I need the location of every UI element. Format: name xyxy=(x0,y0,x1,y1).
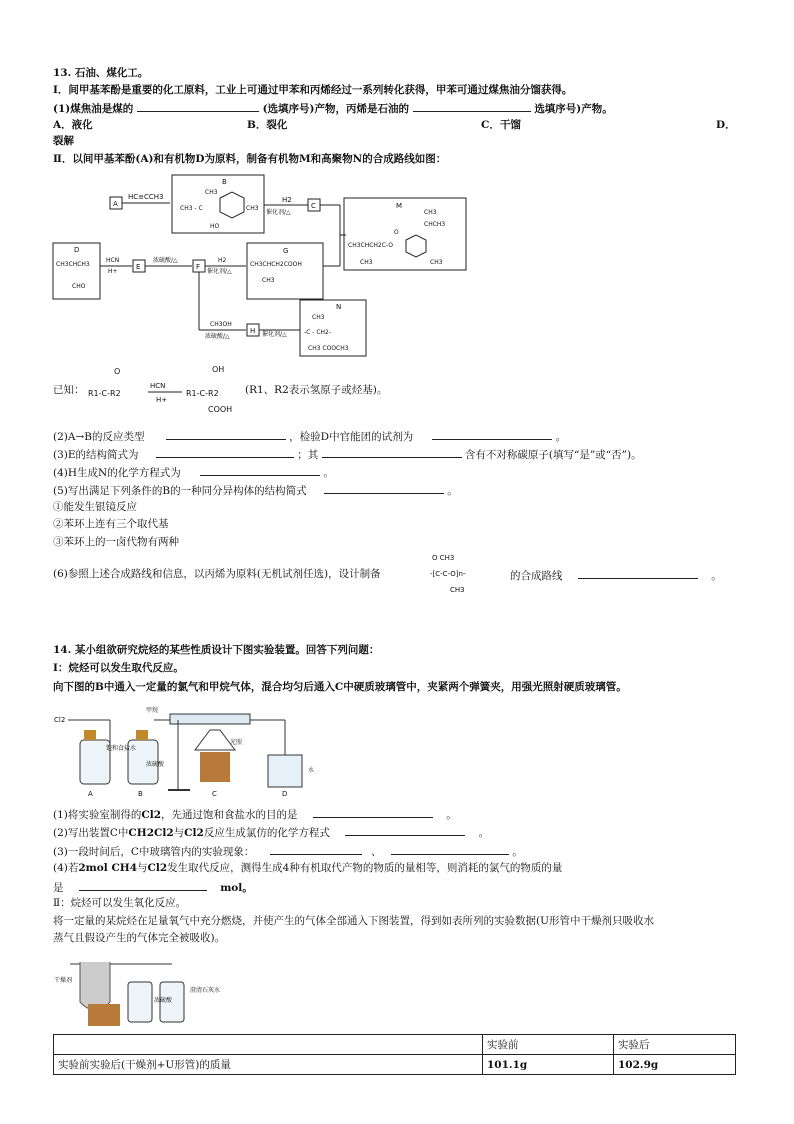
kn-hcn: HCN xyxy=(150,382,166,390)
m-chain: CH3CHCH2C-O xyxy=(348,242,393,249)
g-line2: CH3 xyxy=(262,277,275,284)
q14-2-text-a: (2)写出装置C中 xyxy=(53,827,129,839)
q13-part1: Ⅰ．间甲基苯酚是重要的化工原料，工业上可通过甲苯和丙烯经过一系列转化获得，甲苯可通过煤焦油分馏获得。 xyxy=(53,84,573,96)
answer-blank[interactable] xyxy=(79,879,207,891)
answer-blank[interactable] xyxy=(413,100,531,112)
q4-text-a: (4)H生成N的化学方程式为 xyxy=(53,467,181,479)
q14-part1: Ⅰ：烷烃可以发生取代反应。 xyxy=(53,662,184,674)
option-a: A．液化 xyxy=(53,119,93,131)
q1-text-a: (1)煤焦油是煤的 xyxy=(53,103,134,115)
table-header-cell: 实验前 xyxy=(483,1035,614,1055)
app2-dry: 干燥剂 xyxy=(54,977,73,984)
b-ho: HO xyxy=(210,223,220,230)
label-d: D xyxy=(74,246,80,254)
answer-blank[interactable] xyxy=(313,806,433,818)
q6-text-a: (6)参照上述合成路线和信息，以丙烯为原料(无机试剂任选)，设计制备 xyxy=(53,568,381,580)
label-acetylene: HC≡CCH3 xyxy=(128,193,164,201)
u-tube xyxy=(80,962,110,1010)
q14-1-text-b: ，先通过饱和食盐水的目的是 xyxy=(161,809,298,821)
poly-chain: -[C-C-O]n- xyxy=(430,570,466,578)
app-ch4: 甲烷 xyxy=(146,707,159,714)
b-ring xyxy=(220,192,244,218)
g-line1: CH3CHCH2COOH xyxy=(250,261,302,268)
b-ch3-right: CH3 xyxy=(246,205,259,212)
option-b: B．裂化 xyxy=(247,119,288,131)
q13-q5 xyxy=(53,482,458,498)
app-water: 水 xyxy=(308,767,315,774)
n-ch3: CH3 xyxy=(312,314,325,321)
q4-text-b: 。 xyxy=(323,467,334,479)
app-b: B xyxy=(138,790,143,798)
known-label: 已知： xyxy=(53,384,85,396)
kn-o: O xyxy=(114,367,121,376)
q3-text-b: ；其 xyxy=(297,449,319,461)
cat-3: 催化剂/△ xyxy=(262,331,287,338)
apparatus-2 xyxy=(50,952,230,1032)
q13-q6-b xyxy=(510,567,722,583)
m-ch3-top: CH3 xyxy=(424,209,437,216)
table-cell: 102.9g xyxy=(614,1055,736,1075)
kn-product: R1-C-R2 xyxy=(186,389,219,398)
q14-q2 xyxy=(53,824,489,840)
app-light: 光照 xyxy=(230,739,243,746)
q1-text-b: (选填序号)产物，丙烯是石油的 xyxy=(262,103,409,115)
answer-blank[interactable] xyxy=(270,843,362,855)
q13-q4 xyxy=(53,464,334,480)
option-d-text: 裂解 xyxy=(53,135,74,147)
label-b: B xyxy=(222,178,227,186)
hcn-1: HCN xyxy=(106,257,120,264)
cat-1: 催化剂/△ xyxy=(266,209,291,216)
q14-4-mid: 与 xyxy=(137,862,148,874)
h2-1: H2 xyxy=(282,196,292,204)
q14-3-text-c: 。 xyxy=(512,846,523,858)
hplus-1: H+ xyxy=(108,268,118,275)
m-ring xyxy=(406,235,426,257)
answer-blank[interactable] xyxy=(322,446,462,458)
q13-q1 xyxy=(53,100,613,116)
q14-4-text-a: (4)若 xyxy=(53,862,79,874)
poly-bottom: CH3 xyxy=(450,586,465,594)
h2so4-2: 浓硫酸/△ xyxy=(205,333,230,340)
table-cell: 实验前实验后(干燥剂+U形管)的质量 xyxy=(54,1055,483,1075)
n-sub: CH3 COOCH3 xyxy=(308,345,349,352)
table-header-cell xyxy=(54,1035,483,1055)
q14-p5: 蒸气且假设产生的气体完全被吸收)。 xyxy=(53,932,226,944)
table-header-cell: 实验后 xyxy=(614,1035,736,1055)
q14-1-text-c: 。 xyxy=(446,809,457,821)
answer-blank[interactable] xyxy=(137,100,259,112)
q13-q3 xyxy=(53,446,642,462)
q13-q6 xyxy=(53,567,381,581)
chem-2mol-ch4: 2mol CH4 xyxy=(78,862,138,874)
q14-3-text-b: 、 xyxy=(371,846,382,858)
chem-ch2cl2: CH2Cl2 xyxy=(128,827,174,839)
q5-text-a: (5)写出满足下列条件的B的一种同分异构体的结构简式 xyxy=(53,485,307,497)
q14-title: 14. 某小组欲研究烷烃的某些性质设计下图实验装置。回答下列问题： xyxy=(53,644,380,656)
label-f: F xyxy=(196,263,201,271)
apparatus-1 xyxy=(50,700,350,800)
app-satnacl: 饱和食盐水 xyxy=(106,745,137,752)
d-line2: CHO xyxy=(72,283,86,290)
answer-blank[interactable] xyxy=(324,482,444,494)
cat-2: 催化剂/△ xyxy=(207,268,232,275)
q14-q4-cont xyxy=(53,879,253,895)
q13-part2: Ⅱ．以间甲基苯酚(A)和有机物D为原料，制备有机物M和高聚物N的合成路线如图： xyxy=(53,153,447,165)
q13-q2 xyxy=(53,428,566,444)
answer-blank[interactable] xyxy=(200,464,320,476)
label-e: E xyxy=(136,263,141,271)
poly-top: O CH3 xyxy=(432,554,455,562)
known-note: (R1、R2表示氢原子或烃基)。 xyxy=(245,384,388,396)
q6-polymer xyxy=(430,550,510,596)
q14-q1 xyxy=(53,806,457,822)
app2-lime: 澄清石灰水 xyxy=(190,987,221,994)
label-n: N xyxy=(336,303,342,311)
beaker-d xyxy=(268,755,302,787)
light-rays xyxy=(195,730,235,750)
q2-text-c: 。 xyxy=(555,431,567,443)
app-c: C xyxy=(212,790,217,798)
q14-1-text-a: (1)将实验室制得的 xyxy=(53,809,142,821)
label-c: C xyxy=(311,202,316,210)
q6-text-b: 的合成路线 xyxy=(510,570,563,582)
answer-blank[interactable] xyxy=(432,428,552,440)
q1-text-c: 选填序号)产物。 xyxy=(534,103,613,115)
condition-1: ①能发生银镜反应 xyxy=(53,501,137,513)
answer-blank[interactable] xyxy=(345,824,465,836)
table-cell: 101.1g xyxy=(483,1055,614,1075)
answer-blank[interactable] xyxy=(166,428,286,440)
q14-q4 xyxy=(53,861,562,875)
label-g: G xyxy=(283,247,289,255)
answer-blank[interactable] xyxy=(391,843,509,855)
q14-q3 xyxy=(53,843,523,859)
option-c: C．干馏 xyxy=(481,119,521,131)
app-h2so4: 浓硫酸 xyxy=(146,761,165,768)
q2-text-b: ，检验D中官能团的试剂为 xyxy=(289,431,414,443)
q6-text-c: 。 xyxy=(711,570,722,582)
q14-4-text-c: 是 xyxy=(53,882,64,894)
app2-h2so4: 浓硫酸 xyxy=(154,997,173,1004)
q14-2-mid: 与 xyxy=(173,827,185,839)
label-m: M xyxy=(396,202,403,210)
q3-text-c: 含有不对称碳原子(填写“是”或“否”)。 xyxy=(464,449,642,461)
h2-2: H2 xyxy=(218,257,227,264)
answer-blank[interactable] xyxy=(578,567,698,579)
chem-cl2-c: Cl2 xyxy=(147,862,168,874)
app-cl2: Cl2 xyxy=(54,716,66,724)
h2so4-1: 浓硫酸/△ xyxy=(153,257,178,264)
kn-hplus: H+ xyxy=(156,396,168,404)
m-ch3-bottom: CH3 xyxy=(360,259,373,266)
b-mid: CH3 - C xyxy=(180,205,203,212)
q14-3-text-a: (3)一段时间后，C中玻璃管内的实验现象： xyxy=(53,846,255,858)
q3-text-a: (3)E的结构简式为 xyxy=(53,449,139,461)
lamp-c xyxy=(200,752,230,782)
chem-cl2-b: Cl2 xyxy=(184,827,204,839)
q14-4-text-b: 发生取代反应，测得生成4种有机取代产物的物质的量相等，则消耗的氯气的物质的量 xyxy=(167,862,563,874)
heater xyxy=(88,1004,120,1026)
chem-cl2: Cl2 xyxy=(141,809,162,821)
app-d: D xyxy=(282,790,288,798)
m-chch3: CHCH3 xyxy=(424,221,446,228)
b-ch3-top: CH3 xyxy=(205,189,218,196)
ch3oh: CH3OH xyxy=(210,321,232,328)
glass-tube xyxy=(170,714,250,724)
mass-table xyxy=(53,1034,736,1075)
q14-p2: 向下图的B中通入一定量的氯气和甲烷气体，混合均匀后通入C中硬质玻璃管中，夹紧两个弹簧夹，用强光照射硬质玻璃管。 xyxy=(53,681,627,693)
q13-title: 13. 石油、煤化工。 xyxy=(53,67,149,79)
app-a: A xyxy=(88,790,93,798)
q14-part2: Ⅱ：烷烃可以发生氧化反应。 xyxy=(53,897,187,909)
answer-blank[interactable] xyxy=(156,446,294,458)
q14-2-text-c: 。 xyxy=(478,827,490,839)
q14-4-unit: mol。 xyxy=(220,882,253,894)
label-h: H xyxy=(250,327,256,335)
q14-p4: 将一定量的某烷烃在足量氧气中充分燃烧，并使产生的气体全部通入下图装置，得到如表所列的实验数据(U形管中干燥剂只吸收水 xyxy=(53,915,654,927)
synthesis-scheme xyxy=(50,170,470,360)
condition-2: ②苯环上连有三个取代基 xyxy=(53,518,169,530)
table-header-row xyxy=(54,1035,736,1055)
m-ch3-ring: CH3 xyxy=(430,259,443,266)
n-chain: -C - CH2- xyxy=(304,329,332,336)
q2-text-a: (2)A→B的反应类型 xyxy=(53,431,145,443)
kn-reactant: R1-C-R2 xyxy=(88,389,121,398)
m-o: O xyxy=(394,229,399,236)
d-line1: CH3CHCH3 xyxy=(56,261,90,268)
kn-cooh: COOH xyxy=(208,405,233,414)
q5-text-b: 。 xyxy=(447,485,458,497)
option-d: D． xyxy=(716,119,736,131)
kn-oh: OH xyxy=(212,365,225,374)
table-row xyxy=(54,1055,736,1075)
bottle-h2so4 xyxy=(128,982,152,1022)
condition-3: ③苯环上的一卤代物有两种 xyxy=(53,536,179,548)
label-a: A xyxy=(113,200,118,208)
q14-2-text-b: 反应生成氯仿的化学方程式 xyxy=(203,827,330,839)
